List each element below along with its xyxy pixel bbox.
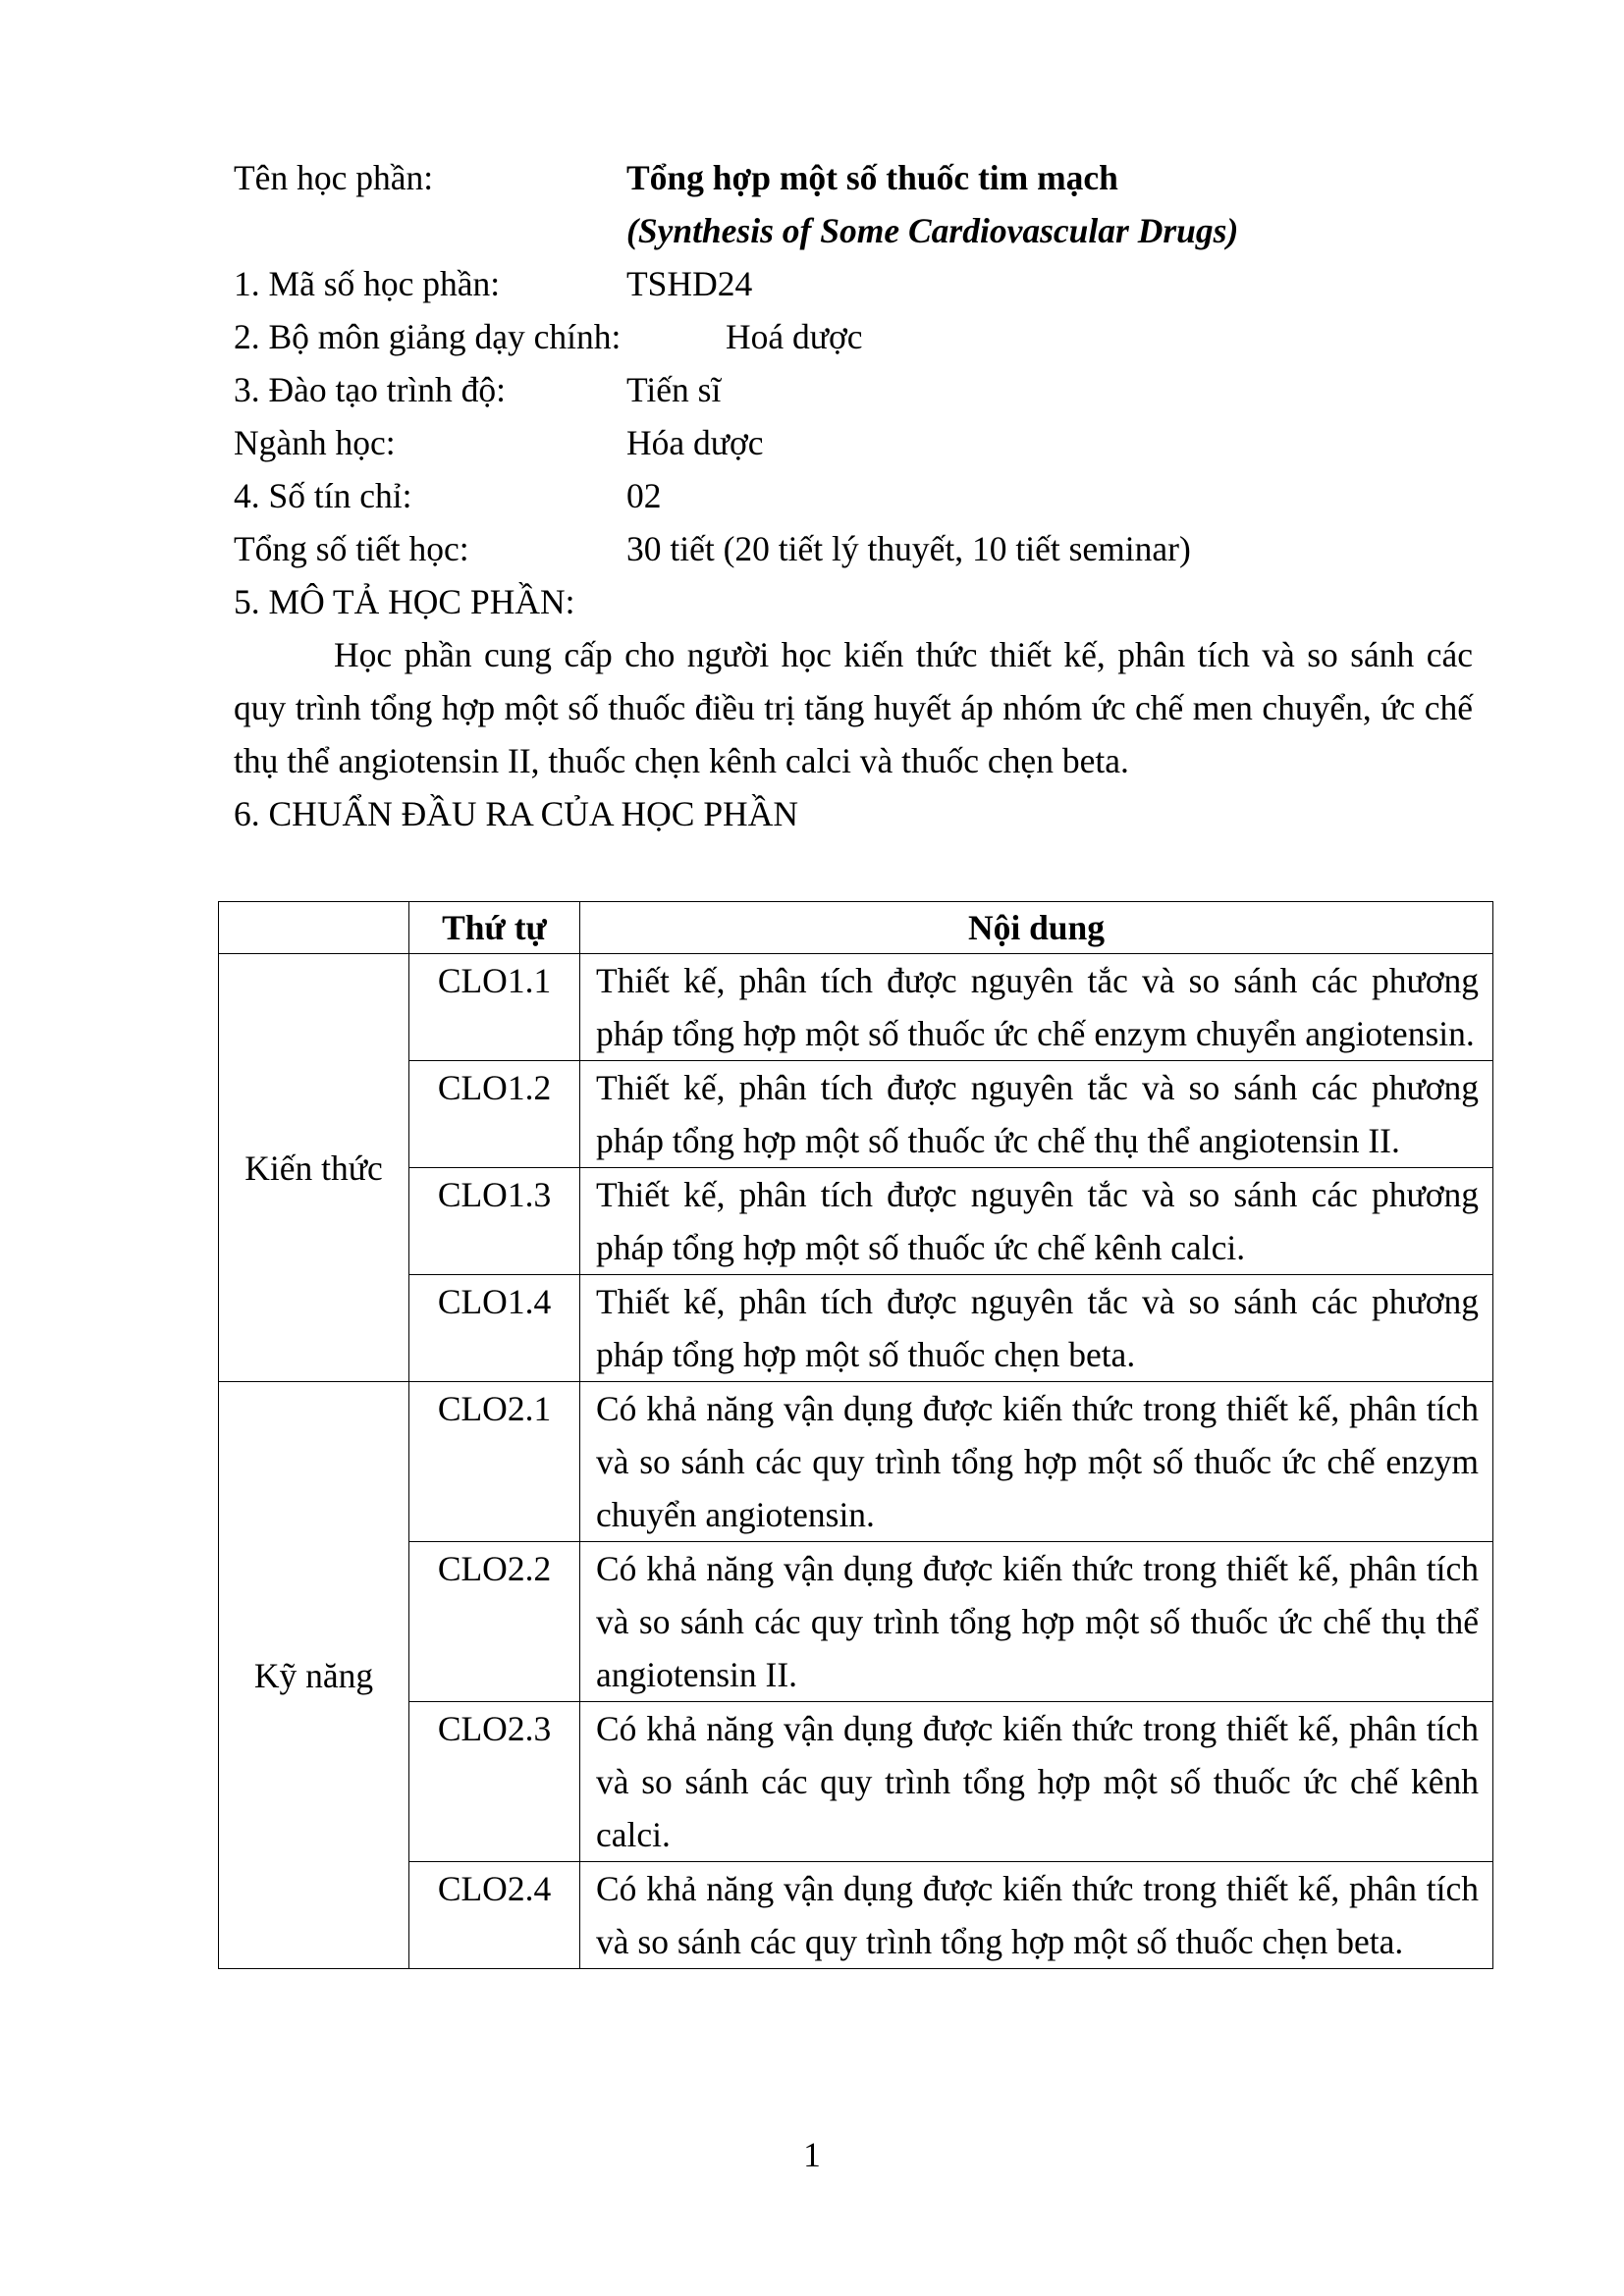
outcome-text: Có khả năng vận dụng được kiến thức trong thiết kế, phân tích và so sánh các quy trình tổng hợp một số thuốc ức chế enzym chuyển angiotensin. bbox=[580, 1382, 1493, 1542]
course-code-label: 1. Mã số học phần: bbox=[234, 264, 501, 303]
hours: 30 tiết (20 tiết lý thuyết, 10 tiết seminar) bbox=[626, 529, 1191, 568]
outcome-code: CLO1.4 bbox=[409, 1275, 580, 1382]
table-row bbox=[219, 1168, 1493, 1275]
header-content: Nội dung bbox=[580, 902, 1493, 954]
description-paragraph bbox=[234, 628, 1473, 787]
header-empty-cell bbox=[219, 902, 409, 954]
table-row bbox=[219, 1702, 1493, 1862]
outcome-code: CLO2.1 bbox=[409, 1382, 580, 1542]
hours-label: Tổng số tiết học: bbox=[234, 529, 469, 568]
outcome-text: Có khả năng vận dụng được kiến thức trong thiết kế, phân tích và so sánh các quy trình tổng hợp một số thuốc ức chế kênh calci. bbox=[580, 1702, 1493, 1862]
group-skills: Kỹ năng bbox=[219, 1382, 409, 1969]
header-order: Thứ tự bbox=[409, 902, 580, 954]
major: Hóa dược bbox=[626, 423, 764, 462]
outcomes-table bbox=[218, 901, 1493, 1969]
outcome-text: Có khả năng vận dụng được kiến thức trong thiết kế, phân tích và so sánh các quy trình tổng hợp một số thuốc chẹn beta. bbox=[580, 1862, 1493, 1969]
outcome-text: Thiết kế, phân tích được nguyên tắc và so sánh các phương pháp tổng hợp một số thuốc ức chế enzym chuyển angiotensin. bbox=[580, 954, 1493, 1061]
table-row bbox=[219, 954, 1493, 1061]
table-row bbox=[219, 1862, 1493, 1969]
outcomes-heading: 6. CHUẨN ĐẦU RA CỦA HỌC PHẦN bbox=[234, 794, 798, 833]
outcome-text: Có khả năng vận dụng được kiến thức trong thiết kế, phân tích và so sánh các quy trình tổng hợp một số thuốc ức chế thụ thể angiotensin II. bbox=[580, 1542, 1493, 1702]
table-row bbox=[219, 1382, 1493, 1542]
outcome-code: CLO2.3 bbox=[409, 1702, 580, 1862]
credits-label: 4. Số tín chỉ: bbox=[234, 476, 412, 515]
group-knowledge: Kiến thức bbox=[219, 954, 409, 1382]
table-row bbox=[219, 1061, 1493, 1168]
level: Tiến sĩ bbox=[626, 370, 722, 409]
course-code: TSHD24 bbox=[626, 264, 753, 303]
outcome-text: Thiết kế, phân tích được nguyên tắc và so sánh các phương pháp tổng hợp một số thuốc ức chế thụ thể angiotensin II. bbox=[580, 1061, 1493, 1168]
table-row bbox=[219, 1275, 1493, 1382]
level-label: 3. Đào tạo trình độ: bbox=[234, 370, 507, 409]
course-name-label: Tên học phần: bbox=[234, 158, 434, 197]
table-row bbox=[219, 1542, 1493, 1702]
department: Hoá dược bbox=[726, 317, 863, 356]
major-label: Ngành học: bbox=[234, 423, 396, 462]
table-header-row bbox=[219, 902, 1493, 954]
outcome-code: CLO1.2 bbox=[409, 1061, 580, 1168]
credits: 02 bbox=[626, 476, 662, 515]
outcome-text: Thiết kế, phân tích được nguyên tắc và so sánh các phương pháp tổng hợp một số thuốc ức chế kênh calci. bbox=[580, 1168, 1493, 1275]
course-name-en: (Synthesis of Some Cardiovascular Drugs) bbox=[626, 211, 1239, 250]
description-text: Học phần cung cấp cho người học kiến thức thiết kế, phân tích và so sánh các quy trình tổng hợp một số thuốc điều trị tăng huyết áp nhóm ức chế men chuyển, ức chế thụ thể angiotensin II, thuốc chẹn kênh calci và thuốc chẹn beta. bbox=[234, 635, 1473, 780]
outcome-code: CLO1.1 bbox=[409, 954, 580, 1061]
outcome-code: CLO2.4 bbox=[409, 1862, 580, 1969]
course-name-vi: Tổng hợp một số thuốc tim mạch bbox=[626, 158, 1118, 197]
department-label: 2. Bộ môn giảng dạy chính: bbox=[234, 317, 622, 356]
description-heading: 5. MÔ TẢ HỌC PHẦN: bbox=[234, 582, 575, 621]
outcome-code: CLO1.3 bbox=[409, 1168, 580, 1275]
outcome-code: CLO2.2 bbox=[409, 1542, 580, 1702]
outcome-text: Thiết kế, phân tích được nguyên tắc và so sánh các phương pháp tổng hợp một số thuốc chẹn beta. bbox=[580, 1275, 1493, 1382]
page-number: 1 bbox=[803, 2135, 821, 2174]
